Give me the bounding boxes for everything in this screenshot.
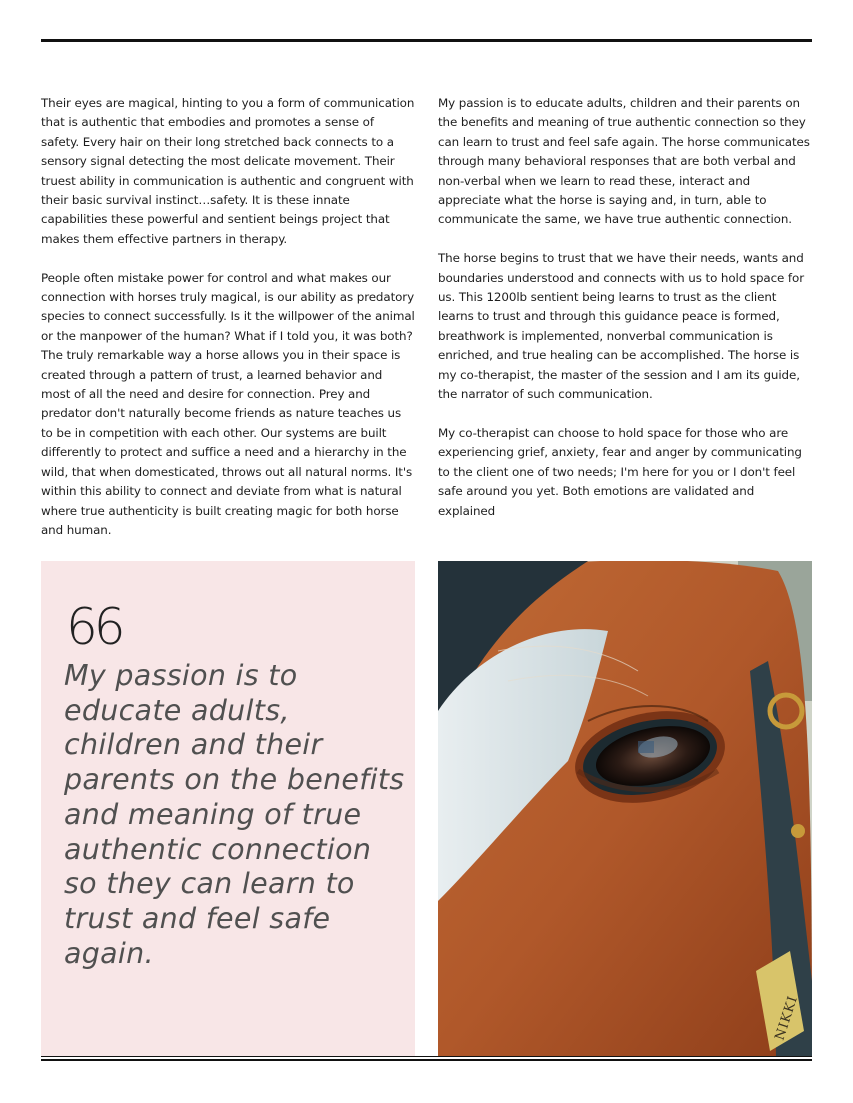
left-paragraph-1: Their eyes are magical, hinting to you a form of communication that is authentic that embodies and promotes a sense of safety. Every hair on their long stretched back connects to a sensory signal detecting the most delicate movement. Their truest ability in communication is authentic and congruent with their basic survival instinct…safety. It is these innate capabilities these powerful and sentient beings project that makes them effective partners in therapy. [41, 96, 415, 246]
quote-mark-icon: 66 [66, 598, 122, 656]
right-paragraph-3: My co-therapist can choose to hold space for those who are experiencing grief, anxiety, fear and anger by communicating to the client one of two needs; I'm here for you or I don't feel safe around you yet. Both emotions are validated and explained [438, 425, 802, 518]
bottom-rule-thick [41, 1059, 812, 1061]
left-column [41, 94, 415, 560]
left-paragraph-2: People often mistake power for control and what makes our connection with horses truly magical, is our ability as predatory species to connect successfully. Is it the willpower of the animal or the manpower of the human? What if I told you, it was both? The truly remarkable way a horse allows you in their space is created through a pattern of trust, a learned behavior and most of all the need and desire for connection. Prey and predator don't naturally become friends as nature teaches us to be in competition with each other. Our systems are built differently to protect and suffice a need and a hierarchy in the wild, that when domesticated, throws out all natural norms. It's within this ability to connect and deviate from what is natural where true authenticity is built creating magic for both horse and human. [41, 270, 415, 537]
pull-quote-text: My passion is to educate adults, children and their parents on the benefits and meaning of true authentic connection so they can learn to trust and feel safe again. [64, 659, 405, 970]
pull-quote-box [41, 561, 415, 1057]
top-rule [41, 39, 812, 42]
right-paragraph-1: My passion is to educate adults, children and their parents on the benefits and meaning of true authentic connection so they can learn to trust and feel safe again. The horse communicates through many behavioral responses that are both verbal and non-verbal when we learn to read these, interact and appreciate what the horse is saying and, in turn, able to communicate the same, we have true authentic connection. [438, 96, 810, 227]
right-paragraph-2: The horse begins to trust that we have their needs, wants and boundaries understood and connects with us to hold space for us. This 1200lb sentient being learns to trust as the client learns to trust and through this guidance peace is formed, breathwork is implemented, nonverbal communication is enriched, and true healing can be accomplished. The horse is my co-therapist, the master of the session and I am its guide, the narrator of such communication. [438, 251, 804, 402]
bottom-rule [41, 1056, 812, 1057]
right-column [438, 94, 812, 540]
horse-eye-photo [438, 561, 812, 1057]
halter-plate-text: NIKKI [772, 993, 802, 1043]
